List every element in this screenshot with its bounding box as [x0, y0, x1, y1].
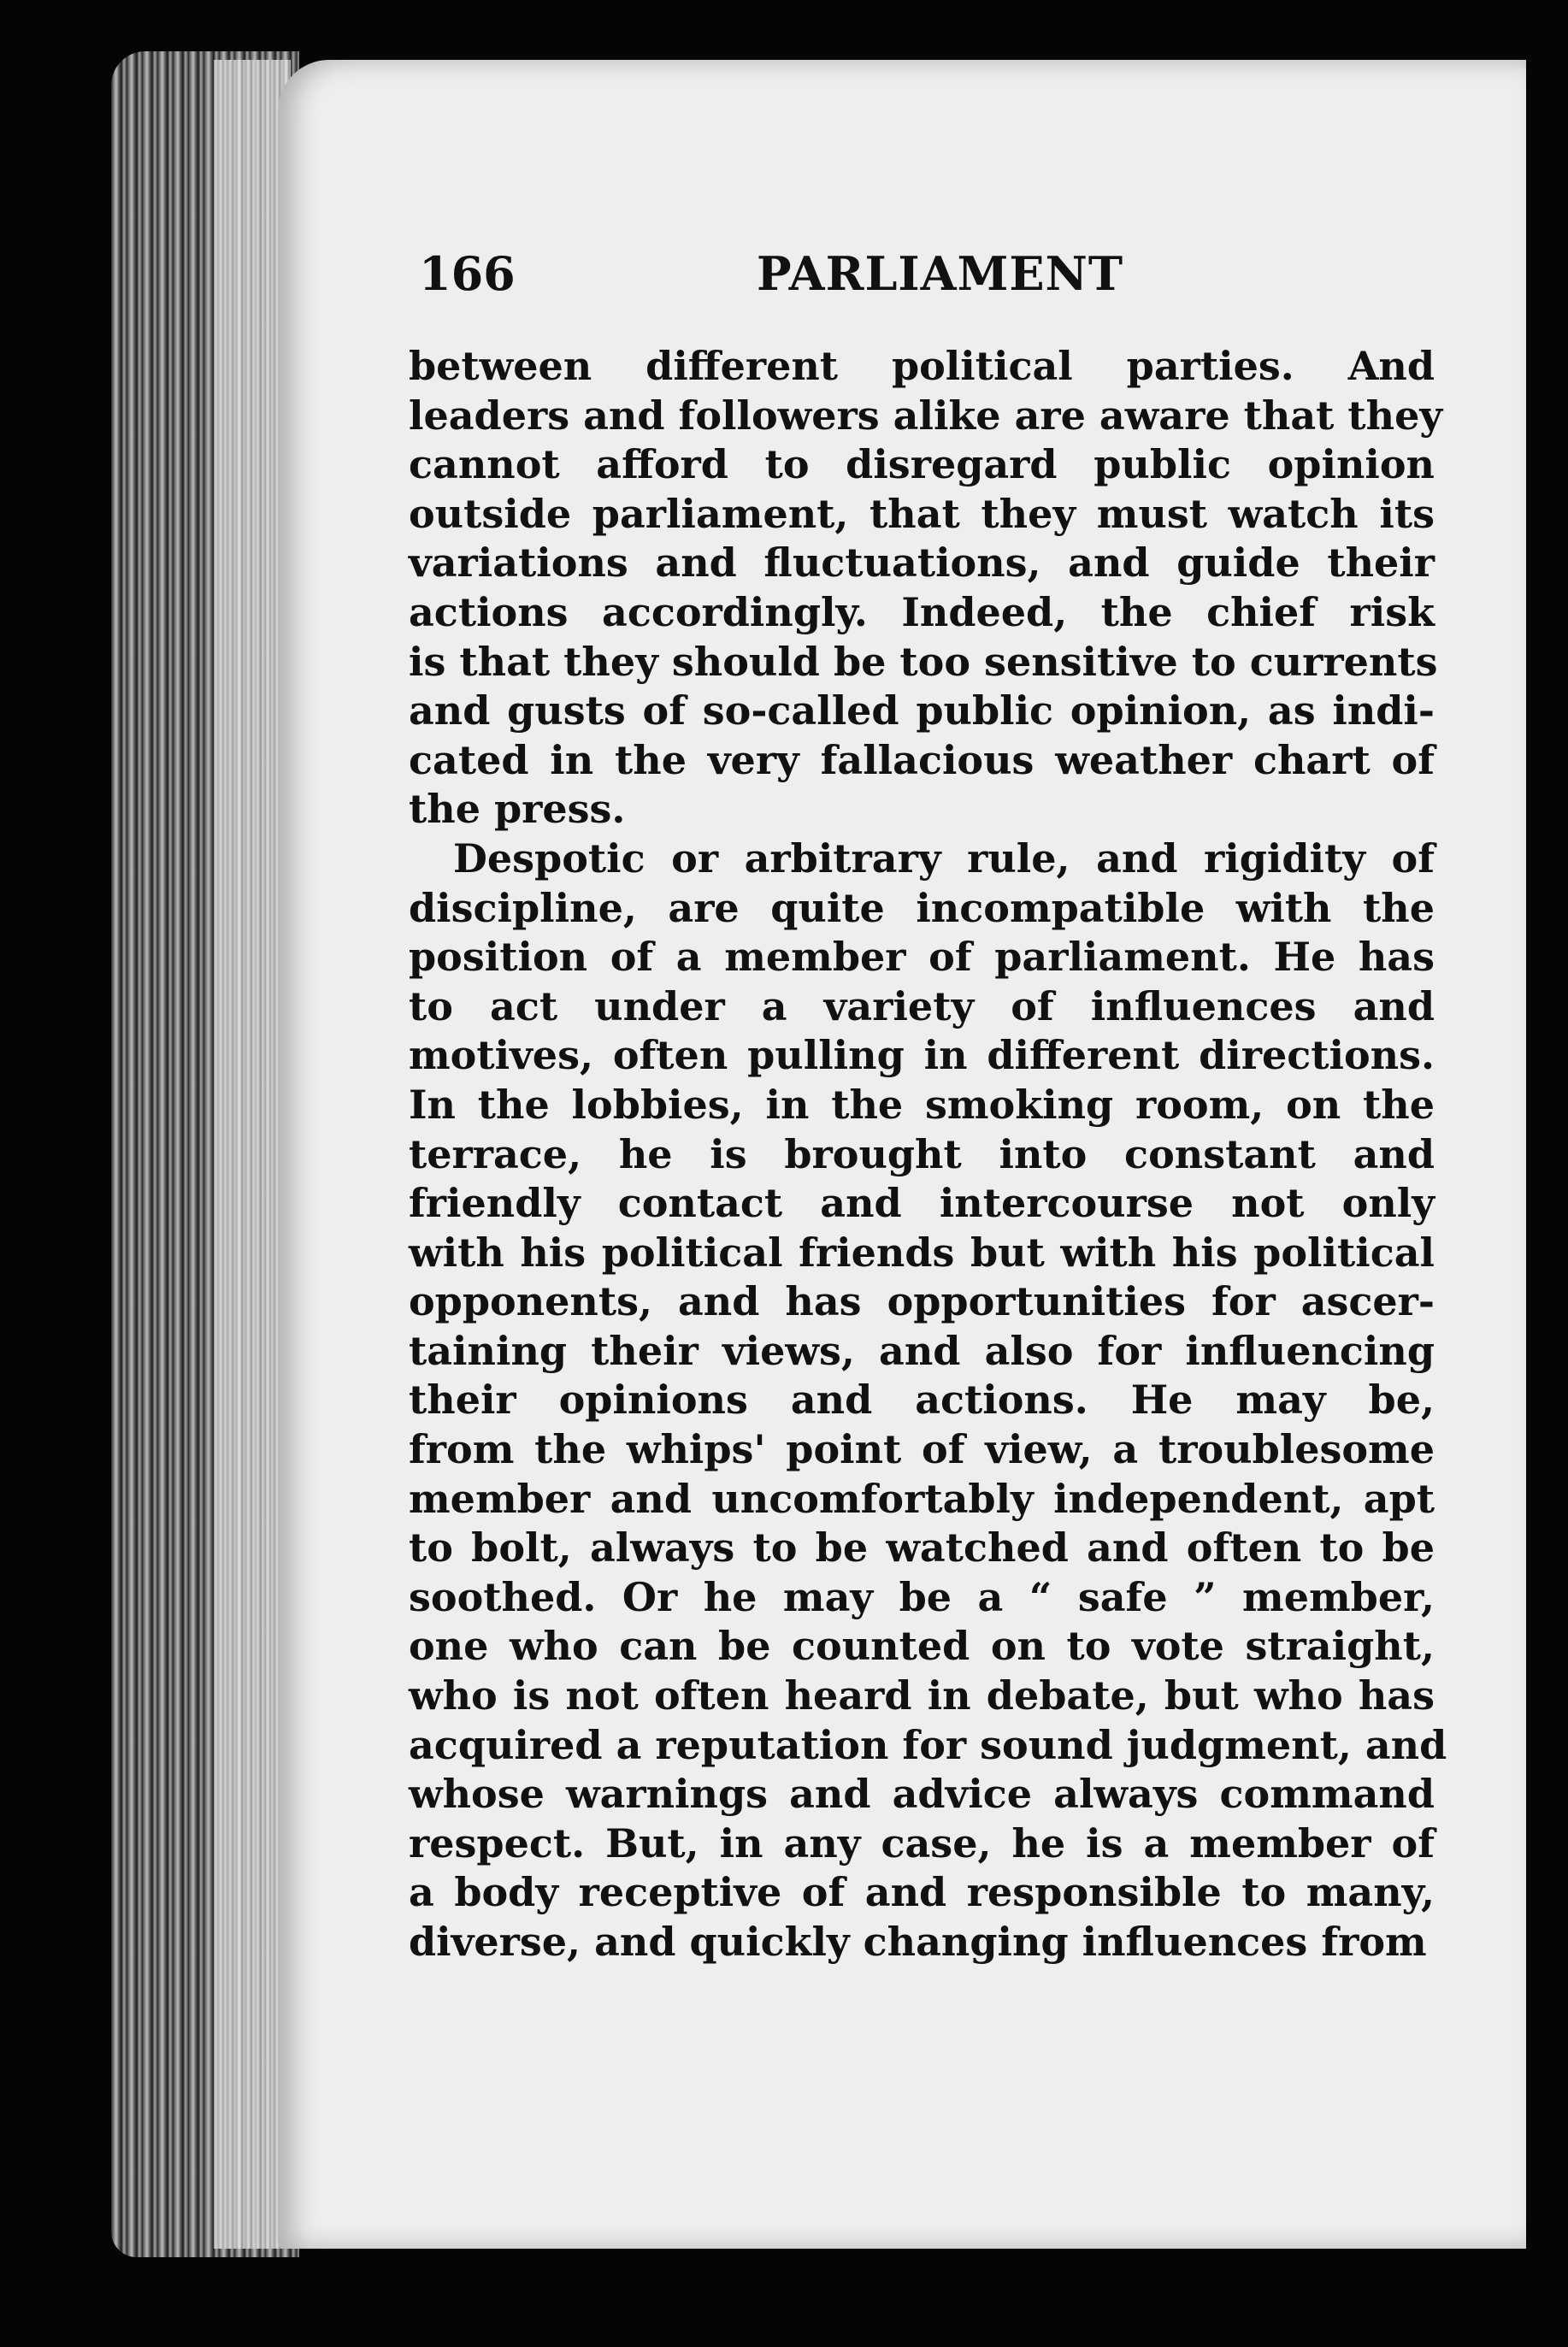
text-line: from the whips' point of view, a troublesome	[409, 1426, 1435, 1473]
text-line: actions accordingly. Indeed, the chief risk	[409, 588, 1435, 635]
text-line: In the lobbies, in the smoking room, on the	[409, 1081, 1435, 1128]
page-header	[419, 246, 1445, 315]
text-line: a body receptive of and responsible to many,	[409, 1869, 1435, 1916]
paragraph	[409, 342, 1443, 834]
text-line: whose warnings and advice always command	[409, 1771, 1435, 1818]
text-line: opponents, and has opportunities for ascer-	[409, 1278, 1435, 1325]
text-line: the press.	[409, 786, 626, 833]
text-line: acquired a reputation for sound judgment, and	[409, 1721, 1447, 1768]
text-line: to act under a variety of influences and	[409, 982, 1435, 1029]
text-line: diverse, and quickly changing influences from	[409, 1919, 1427, 1965]
text-line: cannot afford to disregard public opinion	[409, 441, 1435, 488]
text-line: to bolt, always to be watched and often to be	[409, 1524, 1435, 1572]
text-line: position of a member of parliament. He has	[409, 934, 1435, 981]
text-line: terrace, he is brought into constant and	[409, 1130, 1435, 1177]
text-line: one who can be counted on to vote straight,	[409, 1623, 1435, 1670]
text-line: is that they should be too sensitive to currents	[409, 638, 1438, 685]
text-line: friendly contact and intercourse not only	[409, 1180, 1435, 1227]
text-line: with his political friends but with his political	[409, 1229, 1435, 1276]
text-line: cated in the very fallacious weather chart of	[409, 736, 1435, 783]
text-line: leaders and followers alike are aware that they	[409, 392, 1443, 439]
text-line: and gusts of so-called public opinion, as indi-	[409, 687, 1435, 734]
text-line: outside parliament, that they must watch its	[409, 490, 1435, 537]
text-line: taining their views, and also for influencing	[409, 1327, 1435, 1374]
text-line: member and uncomfortably independent, apt	[409, 1475, 1435, 1522]
body-text	[409, 342, 1447, 1967]
text-line: variations and fluctuations, and guide their	[409, 540, 1435, 587]
text-line: soothed. Or he may be a “ safe ” member,	[409, 1573, 1435, 1620]
text-line: between different political parties. And	[409, 343, 1435, 389]
text-line: discipline, are quite incompatible with the	[409, 884, 1435, 931]
text-line: motives, often pulling in different directions.	[409, 1032, 1435, 1079]
page-number: 166	[419, 246, 516, 301]
paragraph	[409, 834, 1447, 1967]
text-line: Despotic or arbitrary rule, and rigidity of	[453, 834, 1435, 882]
text-line: their opinions and actions. He may be,	[409, 1377, 1435, 1424]
text-line: who is not often heard in debate, but who has	[409, 1672, 1435, 1719]
text-line: respect. But, in any case, he is a member of	[409, 1819, 1435, 1866]
running-title: PARLIAMENT	[757, 246, 1124, 301]
